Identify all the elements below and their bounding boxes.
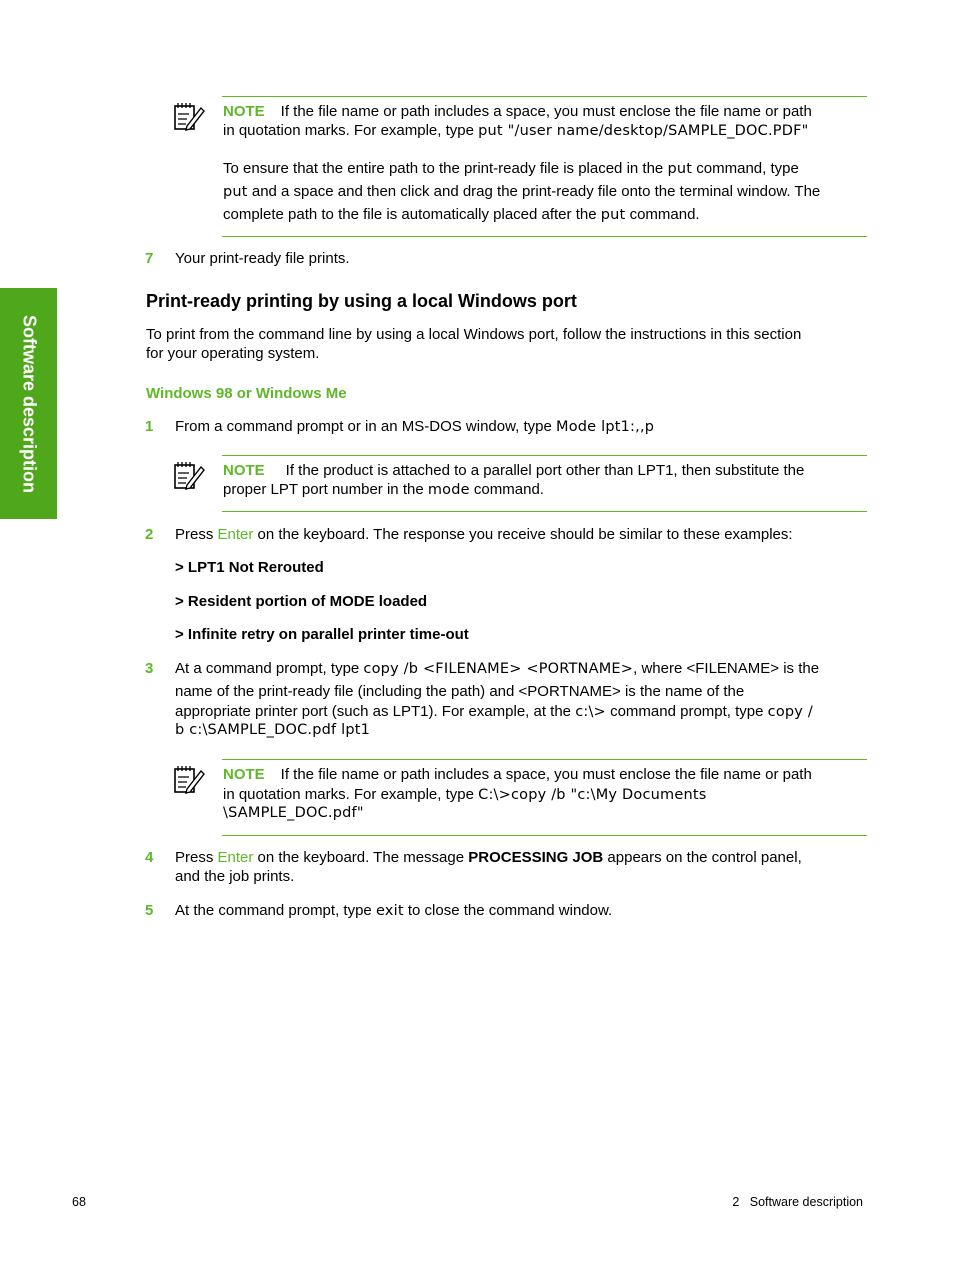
note-text: in quotation marks. For example, type [223, 122, 479, 139]
step-text-part: appears on the control panel, [603, 849, 802, 866]
step-text-part: At a command prompt, type [175, 660, 364, 677]
key-name: Enter [217, 526, 254, 543]
page-number: 68 [72, 1195, 86, 1209]
note-line [223, 480, 544, 500]
chapter-footer: 2 Software description [732, 1195, 863, 1209]
subheading: Windows 98 or Windows Me [146, 385, 347, 402]
note-text: complete path to the file is automatically placed after the [223, 206, 601, 223]
step-text-part: From a command prompt or in an MS-DOS window, type [175, 418, 556, 435]
note-icon [172, 99, 206, 133]
step-text [175, 525, 793, 544]
step-text [175, 417, 654, 437]
step-text-part: command prompt, type [605, 703, 768, 720]
section-heading: Print-ready printing by using a local Windows port [146, 291, 577, 311]
note-line [223, 102, 812, 121]
code-text: put "/user name/desktop/SAMPLE_DOC.PDF" [478, 123, 809, 139]
code-text: C:\>copy /b "c:\My Documents [478, 787, 707, 803]
step-text-part: , where <FILENAME> is the [633, 660, 820, 677]
note-text: proper LPT port number in the [223, 481, 428, 498]
step-text-part: At the command prompt, type [175, 902, 376, 919]
note-top-rule [222, 96, 867, 97]
note-bottom-rule [222, 835, 867, 836]
code-text: Mode lpt1:,,p [555, 419, 655, 435]
note-line [223, 205, 700, 225]
note-line [223, 785, 707, 805]
note-icon [172, 458, 206, 492]
code-text: c:\> [575, 704, 606, 720]
code-text: \SAMPLE_DOC.pdf" [223, 805, 364, 821]
note-line [223, 461, 804, 480]
code-text: put [223, 184, 248, 200]
step-number: 3 [145, 660, 154, 677]
note-text: command. [469, 481, 544, 498]
note-line [223, 182, 820, 202]
example-line: > Infinite retry on parallel printer time-out [175, 626, 469, 643]
step-number: 5 [145, 902, 154, 919]
message-text: PROCESSING JOB [468, 849, 604, 866]
note-line [223, 159, 799, 179]
step-text: name of the print-ready file (including the path) and <PORTNAME> is the name of the [175, 683, 745, 700]
key-name: Enter [217, 849, 254, 866]
step-text-part: to close the command window. [403, 902, 613, 919]
code-text: b c:\SAMPLE_DOC.pdf lpt1 [175, 722, 371, 738]
side-tab-label: Software description [19, 314, 39, 493]
note-icon [172, 762, 206, 796]
example-line: > Resident portion of MODE loaded [175, 593, 428, 610]
note-bottom-rule [222, 511, 867, 512]
step-text: Your print-ready file prints. [175, 250, 350, 267]
code-text: copy /b <FILENAME> <PORTNAME> [363, 661, 634, 677]
note-text: command, type [692, 160, 799, 177]
code-text: copy / [767, 704, 813, 720]
step-number: 4 [145, 849, 154, 866]
example-line: > LPT1 Not Rerouted [175, 559, 324, 576]
code-text: mode [427, 482, 470, 498]
note-text: To ensure that the entire path to the print-ready file is placed in the [223, 160, 668, 177]
step-text-part: appropriate printer port (such as LPT1). For example, at the [175, 703, 576, 720]
code-text: put [600, 207, 626, 223]
step-text: and the job prints. [175, 868, 295, 885]
step-text-part: Press [175, 849, 218, 866]
side-tab [0, 288, 57, 519]
note-top-rule [222, 759, 867, 760]
note-text: If the file name or path includes a space, you must enclose the file name or path [280, 766, 812, 783]
step-number: 1 [145, 418, 154, 435]
step-text [175, 702, 813, 722]
note-line [223, 121, 809, 141]
note-text: command. [625, 206, 700, 223]
note-line [223, 765, 812, 784]
step-text-part: on the keyboard. The response you receive should be similar to these examples: [253, 526, 793, 543]
code-text: exit [375, 903, 404, 919]
note-top-rule [222, 455, 867, 456]
note-label: NOTE [223, 462, 265, 479]
step-text [175, 848, 802, 867]
intro-text: To print from the command line by using a local Windows port, follow the instructions in this section [146, 326, 802, 343]
step-text [175, 659, 819, 679]
note-label: NOTE [223, 103, 265, 120]
note-text: If the product is attached to a parallel port other than LPT1, then substitute the [285, 462, 805, 479]
step-text-part: Press [175, 526, 218, 543]
note-text: If the file name or path includes a space, you must enclose the file name or path [280, 103, 812, 120]
note-bottom-rule [222, 236, 867, 237]
intro-text: for your operating system. [146, 345, 320, 362]
step-number: 7 [145, 250, 154, 267]
note-text: and a space and then click and drag the print-ready file onto the terminal window. The [247, 183, 821, 200]
note-text: in quotation marks. For example, type [223, 786, 479, 803]
step-text-part: on the keyboard. The message [253, 849, 469, 866]
code-text: put [667, 161, 693, 177]
step-number: 2 [145, 526, 154, 543]
step-text [175, 901, 612, 921]
note-label: NOTE [223, 766, 265, 783]
